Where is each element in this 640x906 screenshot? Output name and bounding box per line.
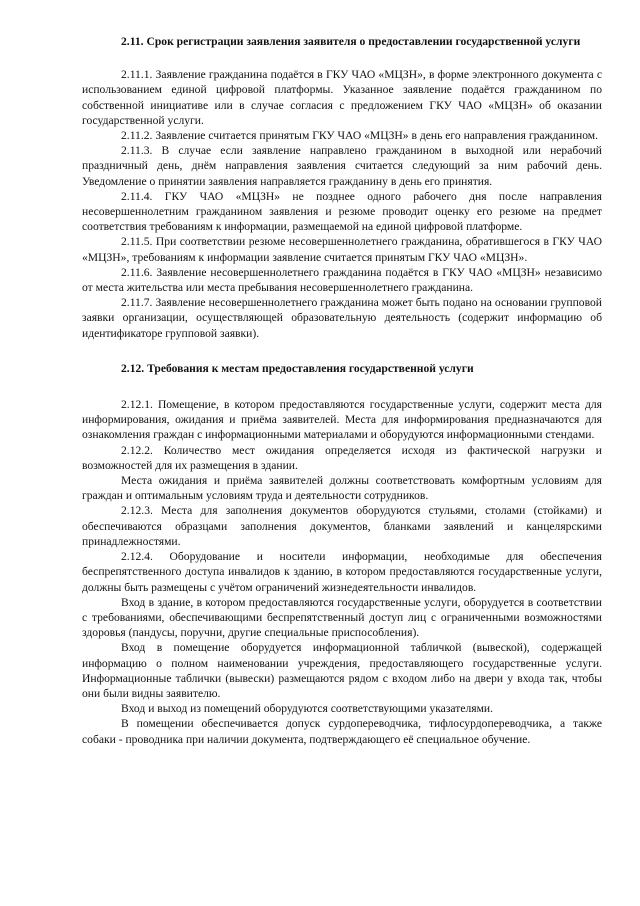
document-page (82, 34, 602, 747)
paragraph-interpreter-access: В помещении обеспечивается допуск сурдопереводчика, тифлосурдопереводчика, а также собаки - проводника при наличии документа, подтверждающего её специальное обучение. (82, 717, 602, 746)
paragraph-2-11-3: 2.11.3. В случае если заявление направлено гражданином в выходной или нерабочий праздничный день, днём направления заявления считается следующий за ним рабочий день. Уведомление о принятии заявления направляется гражданину в день его принятия. (82, 144, 602, 188)
paragraph-2-12-2: 2.12.2. Количество мест ожидания определяется исходя из фактической нагрузки и возможностей для их размещения в здании. (82, 443, 602, 472)
paragraph-2-11-2: 2.11.2. Заявление считается принятым ГКУ ЧАО «МЦЗН» в день его направления гражданином. (121, 129, 599, 143)
paragraph-2-11-4: 2.11.4. ГКУ ЧАО «МЦЗН» не позднее одного рабочего дня после направления несовершеннолетним гражданином заявления и резюме проводит оценку его резюме на предмет соответствия требованиям к информации, размещаемой на единой цифровой платформе. (82, 189, 602, 234)
section-2-12-heading: 2.12. Требования к местам предоставления государственной услуги (121, 361, 474, 375)
paragraph-2-12-3: 2.12.3. Места для заполнения документов оборудуются стульями, столами (стойками) и обеспечиваются образцами заполнения документов, бланками заявлений и канцелярскими принадлежностями. (82, 504, 602, 548)
paragraph-2-11-6: 2.11.6. Заявление несовершеннолетнего гражданина подаётся в ГКУ ЧАО «МЦЗН» независимо от места жительства или места пребывания несовершеннолетнего гражданина. (82, 265, 602, 295)
paragraph-2-11-5: 2.11.5. При соответствии резюме несовершеннолетнего гражданина, обратившегося в ГКУ ЧАО «МЦЗН», требованиям к информации заявление считается принятым ГКУ ЧАО «МЦЗН». (82, 235, 602, 264)
paragraph-2-11-7: 2.11.7. Заявление несовершеннолетнего гражданина может быть подано на основании групповой заявки организации, осуществляющей образовательную деятельность (содержит информацию об идентификаторе групповой заявки). (82, 296, 602, 340)
paragraph-entrance-exit-signs: Вход и выход из помещений оборудуются соответствующими указателями. (121, 702, 494, 716)
section-2-11-heading: 2.11. Срок регистрации заявления заявителя о предоставлении государственной услуги (121, 35, 581, 48)
paragraph-waiting-places: Места ожидания и приёма заявителей должны соответствовать комфортным условиям для граждан и оптимальным условиям труда и деятельности сотрудников. (82, 474, 602, 503)
paragraph-2-12-1: 2.12.1. Помещение, в котором предоставляются государственные услуги, содержит места для информирования, ожидания и приёма заявителей. Места для информирования предназначаются для ознакомления граждан с информационными материалами и оборудуются информационными стендами. (82, 398, 602, 442)
paragraph-room-entrance-sign: Вход в помещение оборудуется информационной табличкой (вывеской), содержащей информацию о полном наименовании учреждения, предоставляющего государственные услуги. Информационные таблички (вывески) размещаются рядом с входом либо на двери у входа так, чтобы они были видны заявителю. (82, 641, 602, 700)
paragraph-2-12-4: 2.12.4. Оборудование и носители информации, необходимые для обеспечения беспрепятственного доступа инвалидов к зданию, в котором предоставляются государственные услуги, должны быть размещены с учётом ограничений жизнедеятельности инвалидов. (82, 550, 602, 594)
paragraph-building-entrance: Вход в здание, в котором предоставляются государственные услуги, оборудуется в соответствии с требованиями, обеспечивающими беспрепятственный доступ лиц с ограниченными возможностями здоровья (пандусы, поручни, другие специальные приспособления). (82, 595, 602, 640)
spacer (82, 49, 602, 67)
paragraph-2-11-1: 2.11.1. Заявление гражданина подаётся в ГКУ ЧАО «МЦЗН», в форме электронного документа с использованием единой цифровой платформы. Указанное заявление подаётся гражданином по собственной инициативе или в случае согласия с предложением ГКУ ЧАО «МЦЗН» об оказании государственной услуги. (82, 68, 602, 127)
